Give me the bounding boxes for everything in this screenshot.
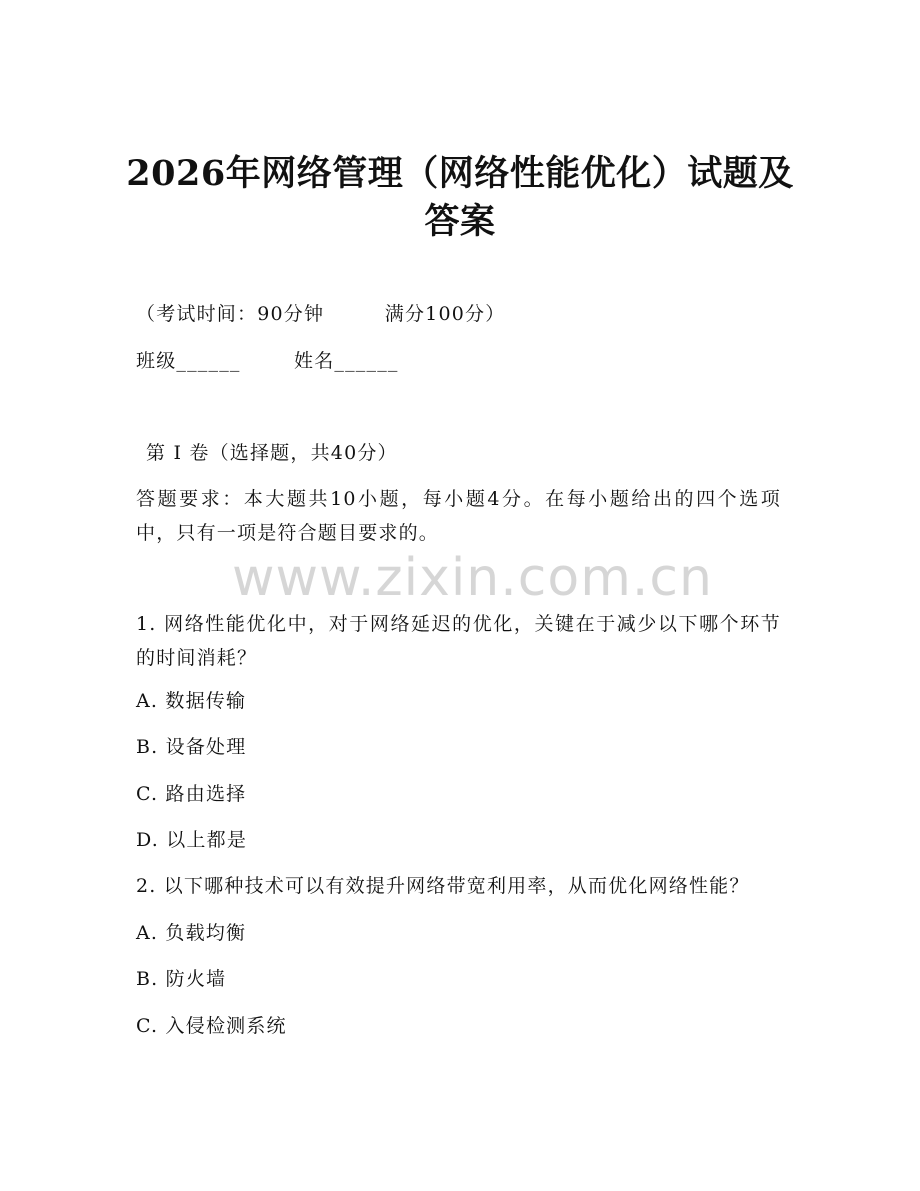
question-2-option-c: C. 入侵检测系统 [136,1015,287,1037]
question-1-option-b: B. 设备处理 [136,736,247,758]
question-1-option-d: D. 以上都是 [136,829,248,851]
question-1: 1. 网络性能优化中，对于网络延迟的优化，关键在于减少以下哪个环节的时间消耗？ [136,613,781,669]
question-2: 2. 以下哪种技术可以有效提升网络带宽利用率，从而优化网络性能？ [136,875,750,897]
exam-info: （考试时间：90分钟 满分100分） [136,303,506,325]
class-field: 班级______ [136,350,241,372]
instructions: 答题要求：本大题共10小题，每小题4分。在每小题给出的四个选项中，只有一项是符合题目要求的。 [136,488,781,544]
name-field: 姓名______ [294,350,399,372]
question-1-option-c: C. 路由选择 [136,783,247,805]
watermark: www.zixin.com.cn [232,548,713,608]
question-2-option-a: A. 负载均衡 [136,922,247,944]
section-heading: 第 I 卷（选择题，共40分） [146,442,398,464]
question-2-option-b: B. 防火墙 [136,968,227,990]
question-1-option-a: A. 数据传输 [136,690,247,712]
document-title: 2026年网络管理（网络性能优化）试题及答案 [126,153,794,242]
